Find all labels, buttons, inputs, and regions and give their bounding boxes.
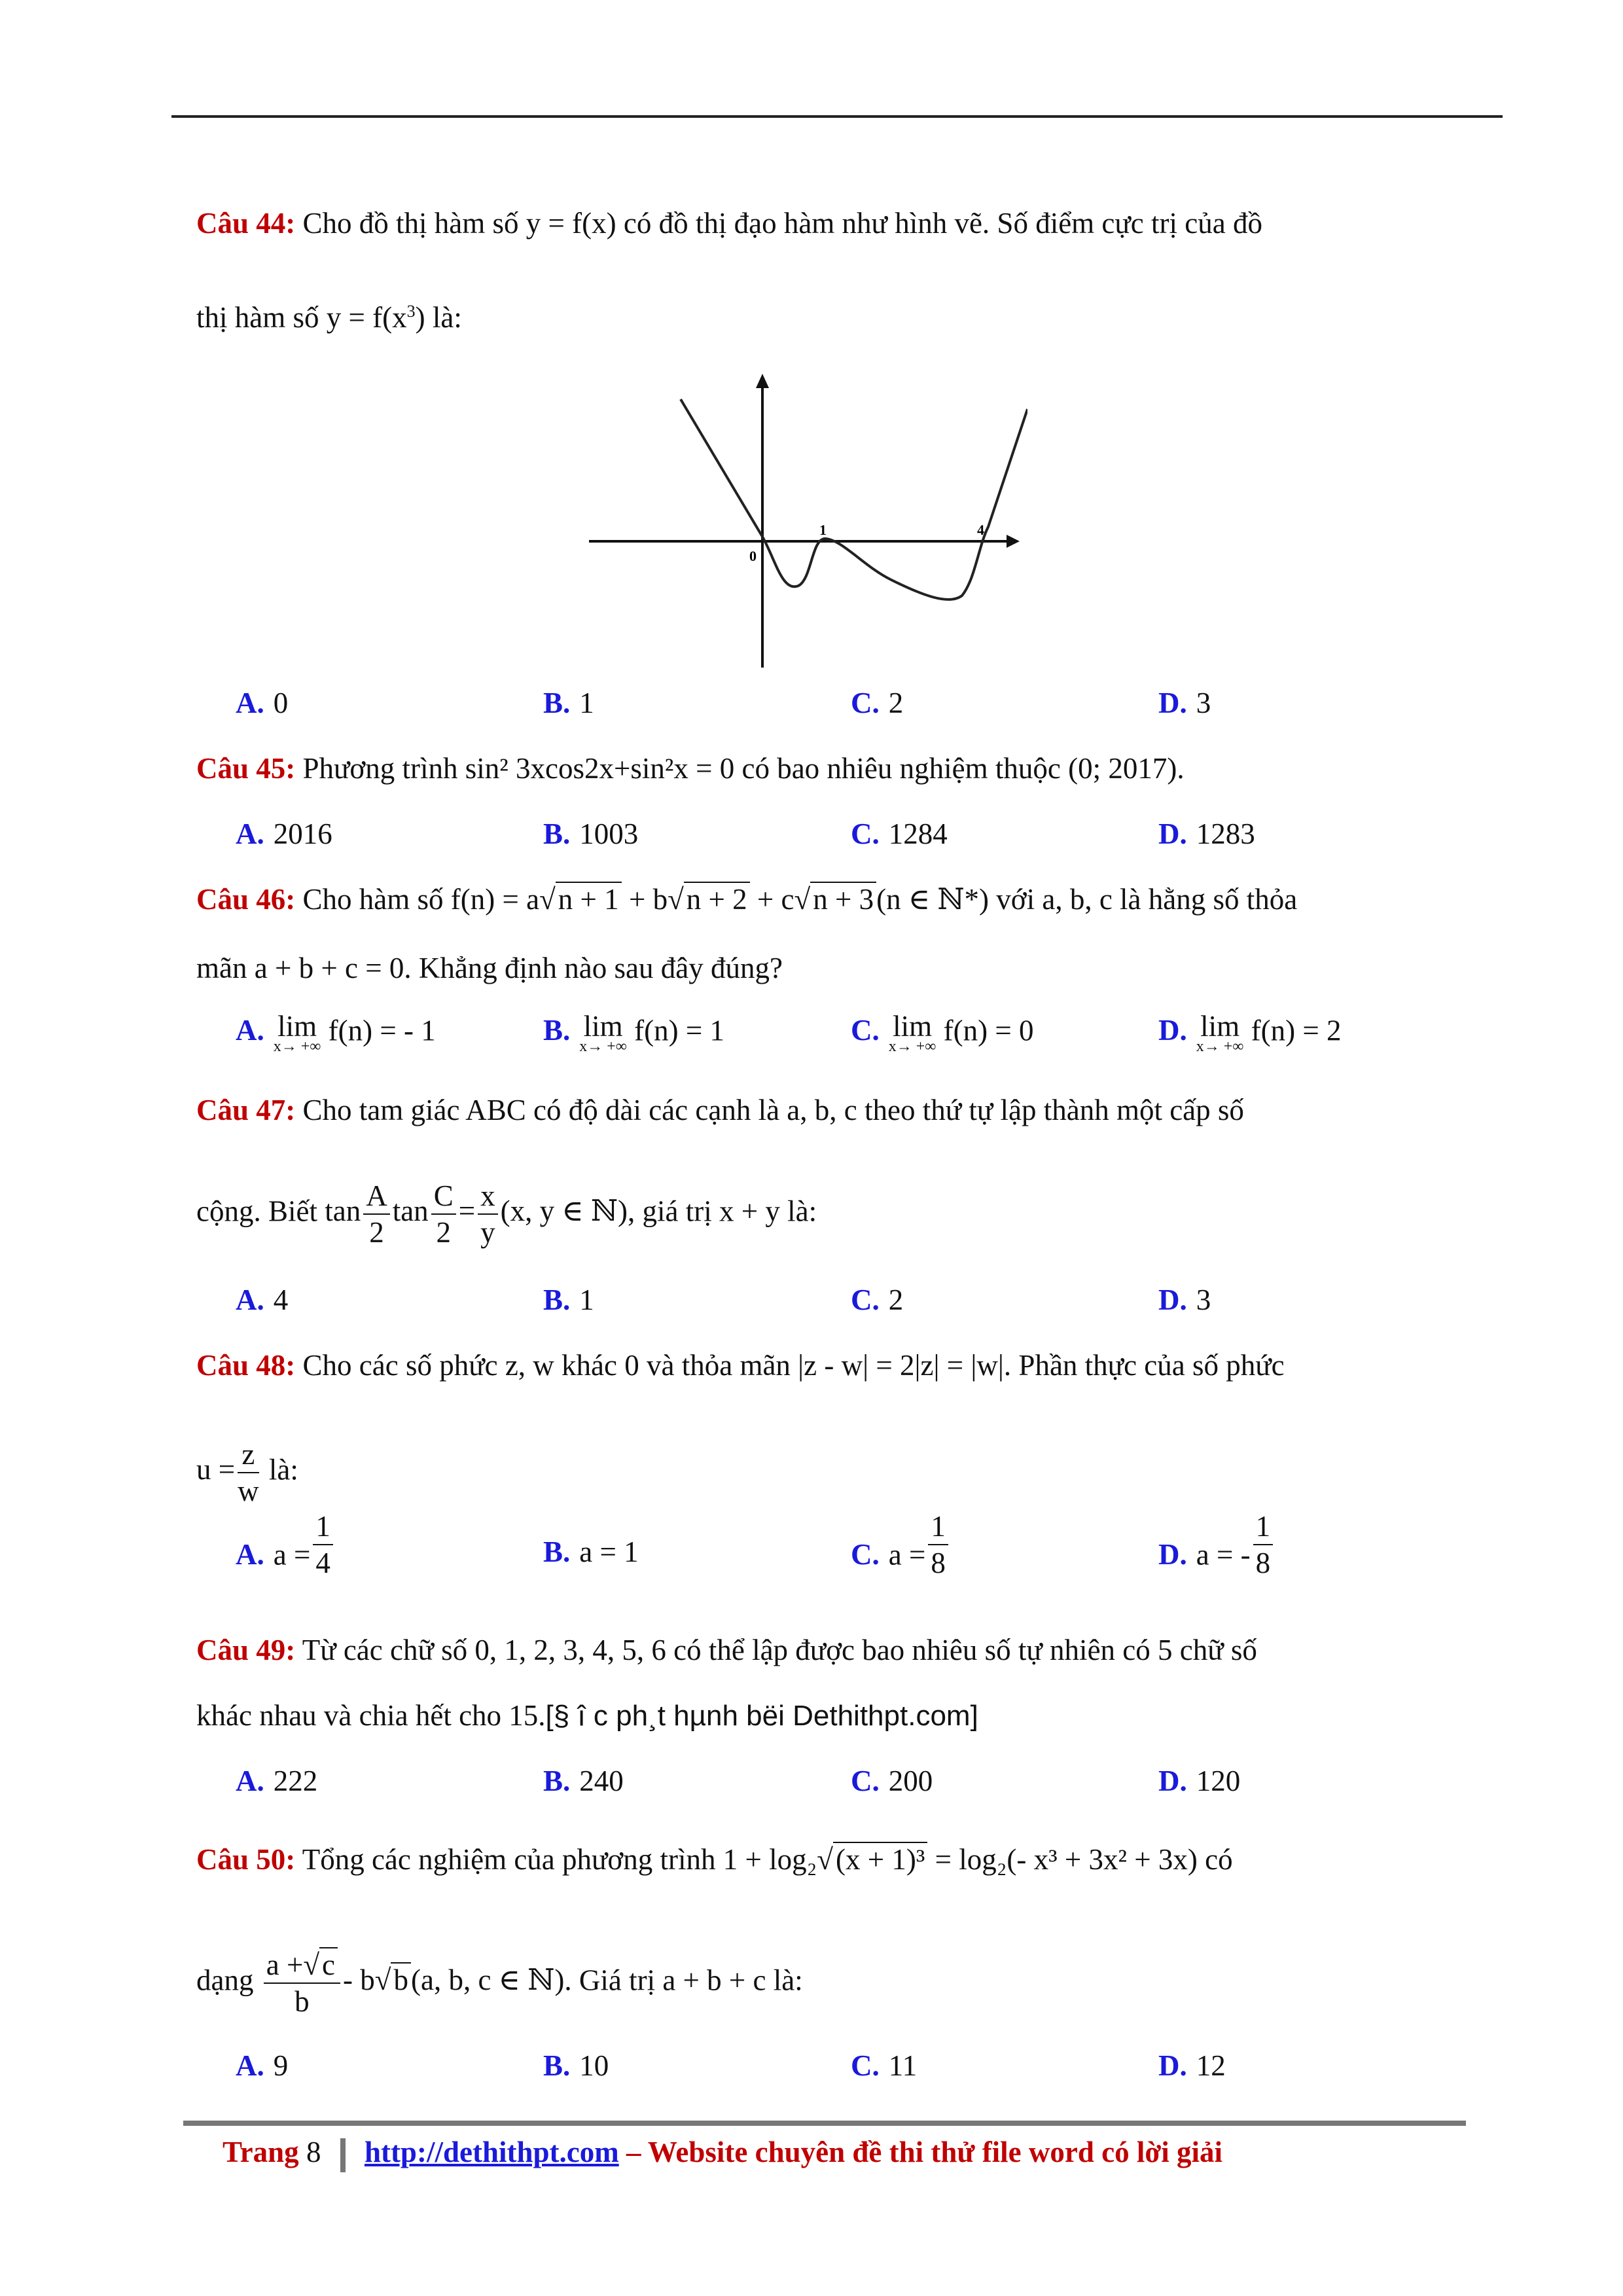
question-text: là: (773, 1964, 803, 1997)
label-origin: 0 (749, 548, 757, 564)
options-49 (236, 1764, 1479, 1810)
question-44 (196, 203, 1433, 243)
y-axis-arrow (756, 374, 769, 388)
question-47 (196, 1090, 1433, 1130)
option-b[interactable]: B. a = 1 (543, 1535, 639, 1568)
page-number: 8 (306, 2136, 321, 2168)
question-49-line2 (196, 1695, 1433, 1736)
question-label: Câu 45: (196, 752, 296, 785)
question-text: Tổng các nghiệm của phương trình (302, 1843, 716, 1876)
watermark-text: [§ î c ph¸t hµnh bëi Dethithpt.com] (545, 1700, 978, 1732)
math-expression: sin² 3xcos2x+sin²x = 0 (465, 752, 735, 785)
option-b[interactable]: B. 1 (543, 687, 594, 719)
option-c[interactable]: C. 1284 (851, 817, 948, 850)
question-50-line2 (196, 1947, 1433, 2019)
footer-tagline: – Website chuyên đề thi thử file word có lời giải (626, 2136, 1223, 2168)
option-c[interactable]: C. a = $\frac{1}{8}$ (851, 1535, 951, 1581)
option-c[interactable]: C. 2 (851, 687, 904, 719)
question-text: Khẳng định nào sau đây đúng? (418, 952, 783, 984)
question-text: Cho các số phức z, w khác 0 và thỏa mãn (302, 1349, 791, 1382)
question-46 (196, 879, 1433, 920)
page-footer (223, 2135, 1222, 2172)
question-text: với a, b, c là hằng số thỏa (996, 883, 1298, 916)
question-label: Câu 47: (196, 1094, 296, 1126)
x-axis-arrow (1007, 535, 1020, 548)
question-text: , giá trị (628, 1194, 712, 1228)
question-45 (196, 748, 1433, 789)
question-44-line2 (196, 291, 1433, 338)
math-expression: $\frac{a +√c}{b}$ - b√b(a, b, c ∈ ℕ) (261, 1964, 565, 1996)
question-text: Từ các chữ số 0, 1, 2, 3, 4, 5, 6 có thể lập được bao nhiêu số tự nhiên có 5 chữ số (302, 1634, 1257, 1666)
question-48 (196, 1345, 1433, 1386)
option-c[interactable]: C. 11 (851, 2049, 918, 2082)
option-b[interactable]: B. 10 (543, 2049, 609, 2082)
question-text: có đồ thị đạo hàm như hình vẽ. Số điểm cực trị của đồ (623, 207, 1262, 240)
question-text: cộng. Biết (196, 1194, 317, 1228)
option-d[interactable]: D. 1283 (1158, 817, 1255, 850)
option-a[interactable]: A. 0 (236, 687, 289, 719)
option-b[interactable]: B. 240 (543, 1765, 624, 1797)
question-49 (196, 1630, 1433, 1670)
question-text: là: (787, 1194, 817, 1228)
option-d[interactable]: D. 3 (1158, 687, 1211, 719)
option-d[interactable]: D. lim x→ +∞ f(n) = 2 (1158, 1010, 1342, 1055)
question-text: . Giá trị (564, 1964, 656, 1997)
option-a[interactable]: A. 4 (236, 1283, 289, 1316)
options-44 (236, 686, 1479, 732)
math-expression: a + b + c = 0. (254, 952, 412, 984)
derivative-graph (582, 370, 1027, 671)
option-d[interactable]: D. 3 (1158, 1283, 1211, 1316)
option-b[interactable]: B. lim x→ +∞ f(n) = 1 (543, 1010, 725, 1055)
header-rule (171, 115, 1503, 118)
question-text: Cho hàm số (302, 883, 444, 916)
options-50 (236, 2049, 1479, 2094)
question-47-line2 (196, 1178, 1433, 1250)
question-46-line2 (196, 948, 1433, 988)
footer-divider (340, 2138, 346, 2172)
options-48 (236, 1510, 1479, 1581)
question-text: là: (268, 1453, 298, 1486)
website-link[interactable]: http://dethithpt.com (364, 2136, 619, 2168)
options-46 (236, 1010, 1479, 1059)
question-label: Câu 46: (196, 883, 296, 916)
question-label: Câu 49: (196, 1634, 296, 1666)
option-a[interactable]: A. lim x→ +∞ f(n) = - 1 (236, 1010, 436, 1055)
math-expression: tan $\frac{A}{2}$ tan $\frac{C}{2}$ = $\frac{x}{y}$ (x, y ∈ ℕ) (325, 1179, 628, 1249)
options-45 (236, 817, 1479, 863)
page-label: Trang (223, 2136, 299, 2168)
question-text: thị hàm số (196, 301, 319, 334)
math-expression: (0; 2017) (1068, 752, 1177, 785)
question-text: Phần thực của số phức (1018, 1349, 1285, 1382)
math-expression: |z - w| = 2|z| = |w|. (798, 1349, 1012, 1382)
option-c[interactable]: C. lim x→ +∞ f(n) = 0 (851, 1010, 1034, 1055)
question-48-line2 (196, 1437, 1433, 1509)
question-text: là: (432, 301, 462, 334)
math-expression: 1 + log₂√(x + 1)³ = log₂(- x³ + 3x² + 3x) (722, 1843, 1198, 1876)
question-50 (196, 1839, 1433, 1880)
question-text: mãn (196, 952, 247, 984)
question-text: dạng (196, 1964, 254, 1997)
question-text: Phương trình (302, 752, 458, 785)
question-text: Cho đồ thị hàm số (302, 207, 519, 240)
question-label: Câu 50: (196, 1843, 296, 1876)
math-expression: f(n) = a√n + 1 + b√n + 2 + c√n + 3(n ∈ ℕ*) (450, 883, 990, 916)
question-text: . (1177, 752, 1185, 785)
math-expression: a + b + c (662, 1964, 766, 1997)
label-one: 1 (819, 522, 827, 538)
option-a[interactable]: A. 9 (236, 2049, 289, 2082)
option-d[interactable]: D. 120 (1158, 1765, 1241, 1797)
option-d[interactable]: D. a = - $\frac{1}{8}$ (1158, 1535, 1275, 1581)
footer-rule (183, 2121, 1466, 2126)
option-d[interactable]: D. 12 (1158, 2049, 1226, 2082)
option-a[interactable]: A. 2016 (236, 817, 332, 850)
question-label: Câu 48: (196, 1349, 296, 1382)
question-label: Câu 44: (196, 207, 296, 240)
option-c[interactable]: C. 200 (851, 1765, 933, 1797)
option-c[interactable]: C. 2 (851, 1283, 904, 1316)
question-text: khác nhau và chia hết cho 15. (196, 1699, 546, 1732)
question-text: có (1205, 1843, 1233, 1876)
option-b[interactable]: B. 1 (543, 1283, 594, 1316)
option-a[interactable]: A. a = $\frac{1}{4}$ (236, 1535, 336, 1581)
label-four: 4 (977, 522, 984, 538)
options-47 (236, 1283, 1479, 1329)
math-expression: x + y (719, 1194, 780, 1228)
math-expression: u = $\frac{z}{w}$ (196, 1438, 259, 1507)
question-text: Cho tam giác ABC có độ dài các cạnh là a, b, c theo thứ tự lập thành một cấp số (302, 1094, 1244, 1126)
math-expression: $y = f(x^3)$ (326, 301, 425, 334)
math-expression: y = f(x) (526, 207, 616, 240)
question-text: có bao nhiêu nghiệm thuộc (741, 752, 1061, 785)
option-b[interactable]: B. 1003 (543, 817, 639, 850)
option-a[interactable]: A. 222 (236, 1765, 318, 1797)
derivative-curve (681, 399, 1027, 600)
